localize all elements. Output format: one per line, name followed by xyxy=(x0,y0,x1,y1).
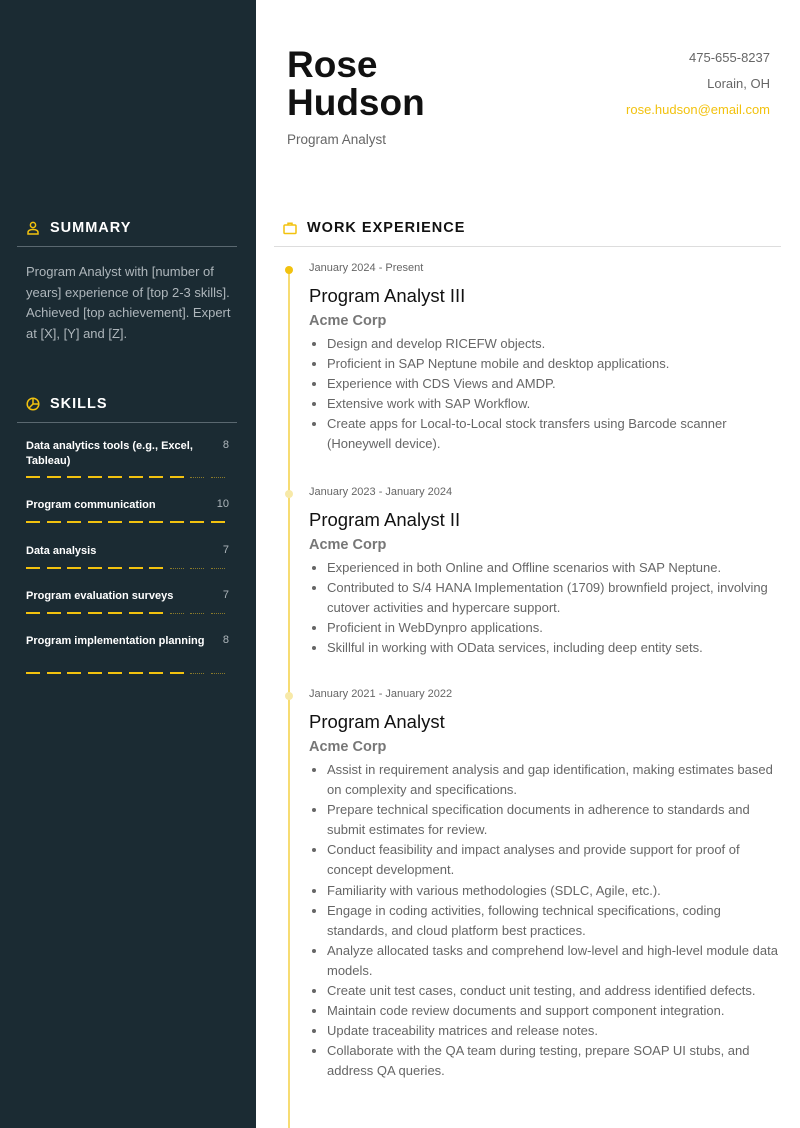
timeline-dot xyxy=(285,266,293,274)
skill-segment-filled xyxy=(149,612,163,614)
job-dates: January 2023 - January 2024 xyxy=(309,486,453,498)
skill-segment-filled xyxy=(190,521,204,523)
job-bullet: • Create unit test cases, conduct unit testing, and address identified defects. xyxy=(327,981,779,1001)
job-entry xyxy=(309,486,779,658)
job-subtitle: Program Analyst xyxy=(287,132,387,147)
last-name: Hudson xyxy=(287,82,425,123)
skill-segment-filled xyxy=(88,476,102,478)
skill-value: 10 xyxy=(216,498,229,510)
job-title: Program Analyst II xyxy=(309,509,461,530)
experience-heading xyxy=(283,220,465,236)
sidebar xyxy=(0,0,256,1128)
skill-segment-filled xyxy=(88,567,102,569)
contact-info xyxy=(626,50,770,128)
job-title: Program Analyst III xyxy=(309,285,466,306)
skill-segment-filled xyxy=(129,476,143,478)
skill-segment-filled xyxy=(88,521,102,523)
skill-segment-empty xyxy=(190,477,204,478)
job-bullet: • Conduct feasibility and impact analyses and provide support for proof of concept development. xyxy=(327,840,779,880)
skill-level-bar xyxy=(26,521,231,523)
candidate-name xyxy=(287,46,425,122)
skill-value: 8 xyxy=(222,439,229,451)
skill-segment-filled xyxy=(26,521,40,523)
job-bullet: • Proficient in WebDynpro applications. xyxy=(327,618,779,638)
skill-segment-filled xyxy=(88,672,102,674)
main-content xyxy=(256,0,800,1128)
pie-chart-icon xyxy=(26,397,40,411)
skill-value: 7 xyxy=(222,589,229,601)
skill-segment-filled xyxy=(108,521,122,523)
skill-segment-filled xyxy=(108,476,122,478)
job-company: Acme Corp xyxy=(309,313,387,329)
job-title: Program Analyst xyxy=(309,711,445,732)
skill-segment-empty xyxy=(190,673,204,674)
job-bullet: • Extensive work with SAP Workflow. xyxy=(327,394,779,414)
job-bullet: • Assist in requirement analysis and gap identification, making estimates based on complexity and specifications. xyxy=(327,760,779,800)
skill-segment-filled xyxy=(47,567,61,569)
skill-segment-filled xyxy=(67,612,81,614)
skill-segment-filled xyxy=(26,567,40,569)
skill-segment-filled xyxy=(67,672,81,674)
skill-name: Program evaluation surveys xyxy=(26,590,174,602)
job-bullet: • Familiarity with various methodologies (SDLC, Agile, etc.). xyxy=(327,881,779,901)
skill-segment-empty xyxy=(211,613,225,614)
summary-text: Program Analyst with [number of years] experience of [top 2-3 skills]. Achieved [top achievement]. Expert at [X], [Y] and [Z]. xyxy=(26,264,231,341)
skill-segment-empty xyxy=(190,568,204,569)
person-icon xyxy=(26,221,40,235)
skill-segment-filled xyxy=(47,476,61,478)
job-dates: January 2021 - January 2022 xyxy=(309,688,453,700)
job-bullet: • Prepare technical specification documents in adherence to standards and submit estimates for review. xyxy=(327,800,779,840)
email-link[interactable]: rose.hudson@email.com xyxy=(626,102,770,117)
skill-segment-filled xyxy=(149,476,163,478)
skill-segment-empty xyxy=(170,613,184,614)
job-bullets xyxy=(309,558,779,658)
job-bullet: • Experienced in both Online and Offline scenarios with SAP Neptune. xyxy=(327,558,779,578)
skill-segment-filled xyxy=(26,476,40,478)
skill-item xyxy=(26,439,231,468)
skill-segment-filled xyxy=(170,521,184,523)
skill-segment-filled xyxy=(211,521,225,523)
skills-heading xyxy=(26,396,108,412)
skill-segment-filled xyxy=(88,612,102,614)
skill-segment-filled xyxy=(47,672,61,674)
skill-value: 8 xyxy=(222,634,229,646)
job-bullets xyxy=(309,334,779,455)
briefcase-icon xyxy=(283,221,297,235)
skills-divider xyxy=(17,422,237,423)
skill-segment-empty xyxy=(211,673,225,674)
phone: 475-655-8237 xyxy=(689,50,770,65)
skill-name: Program communication xyxy=(26,499,156,511)
skill-item xyxy=(26,634,231,649)
skill-level-bar xyxy=(26,567,231,569)
summary-heading-label: SUMMARY xyxy=(50,220,132,236)
skill-segment-filled xyxy=(149,567,163,569)
skill-segment-filled xyxy=(129,672,143,674)
job-bullet: • Analyze allocated tasks and comprehend low-level and high-level module data models. xyxy=(327,941,779,981)
job-bullet: • Experience with CDS Views and AMDP. xyxy=(327,374,779,394)
skill-segment-filled xyxy=(108,567,122,569)
skill-segment-filled xyxy=(26,612,40,614)
skill-value: 7 xyxy=(222,544,229,556)
skill-segment-filled xyxy=(47,612,61,614)
job-entry xyxy=(309,688,779,1082)
job-bullets xyxy=(309,760,779,1082)
skill-segment-empty xyxy=(170,568,184,569)
skill-segment-filled xyxy=(67,521,81,523)
job-bullet: • Update traceability matrices and release notes. xyxy=(327,1021,779,1041)
skill-name: Data analytics tools (e.g., Excel, Tableau) xyxy=(26,440,193,467)
skill-item xyxy=(26,589,231,604)
experience-divider xyxy=(274,246,781,247)
skill-segment-filled xyxy=(26,672,40,674)
skills-heading-label: SKILLS xyxy=(50,396,108,412)
skill-name: Program implementation planning xyxy=(26,635,205,647)
timeline-dot xyxy=(285,692,293,700)
job-entry xyxy=(309,262,779,455)
skill-segment-filled xyxy=(129,612,143,614)
job-bullet: • Maintain code review documents and support component integration. xyxy=(327,1001,779,1021)
skill-segment-filled xyxy=(170,476,184,478)
job-bullet: • Engage in coding activities, following technical specifications, coding standards, and cloud platform best practices. xyxy=(327,901,779,941)
skill-item xyxy=(26,498,231,513)
first-name: Rose xyxy=(287,44,378,85)
job-bullet: • Contributed to S/4 HANA Implementation (1709) brownfield project, involving cutover activities and hypercare support. xyxy=(327,578,779,618)
skill-segment-filled xyxy=(170,672,184,674)
skill-segment-filled xyxy=(67,567,81,569)
skill-level-bar xyxy=(26,476,231,478)
skill-segment-filled xyxy=(129,567,143,569)
skill-level-bar xyxy=(26,612,231,614)
location: Lorain, OH xyxy=(707,76,770,91)
timeline-dot xyxy=(285,490,293,498)
skill-segment-filled xyxy=(108,672,122,674)
summary-heading xyxy=(26,220,131,236)
skill-segment-empty xyxy=(190,613,204,614)
job-bullet: • Collaborate with the QA team during testing, prepare SOAP UI stubs, and address QA queries. xyxy=(327,1041,779,1081)
skill-segment-filled xyxy=(108,612,122,614)
job-dates: January 2024 - Present xyxy=(309,262,424,274)
job-bullet: • Create apps for Local-to-Local stock transfers using Barcode scanner (Honeywell device). xyxy=(327,414,779,454)
summary-divider xyxy=(17,246,237,247)
job-bullet: • Design and develop RICEFW objects. xyxy=(327,334,779,354)
experience-heading-label: WORK EXPERIENCE xyxy=(307,220,466,236)
skill-segment-filled xyxy=(67,476,81,478)
skill-segment-filled xyxy=(149,521,163,523)
skill-segment-empty xyxy=(211,568,225,569)
skill-segment-empty xyxy=(211,477,225,478)
skill-segment-filled xyxy=(47,521,61,523)
job-bullet: • Proficient in SAP Neptune mobile and desktop applications. xyxy=(327,354,779,374)
job-bullet: • Skillful in working with OData services, including deep entity sets. xyxy=(327,638,779,658)
job-company: Acme Corp xyxy=(309,537,387,553)
skill-name: Data analysis xyxy=(26,545,97,557)
skill-level-bar xyxy=(26,672,231,674)
skill-segment-filled xyxy=(129,521,143,523)
skill-item xyxy=(26,544,231,559)
skill-segment-filled xyxy=(149,672,163,674)
job-company: Acme Corp xyxy=(309,739,387,755)
